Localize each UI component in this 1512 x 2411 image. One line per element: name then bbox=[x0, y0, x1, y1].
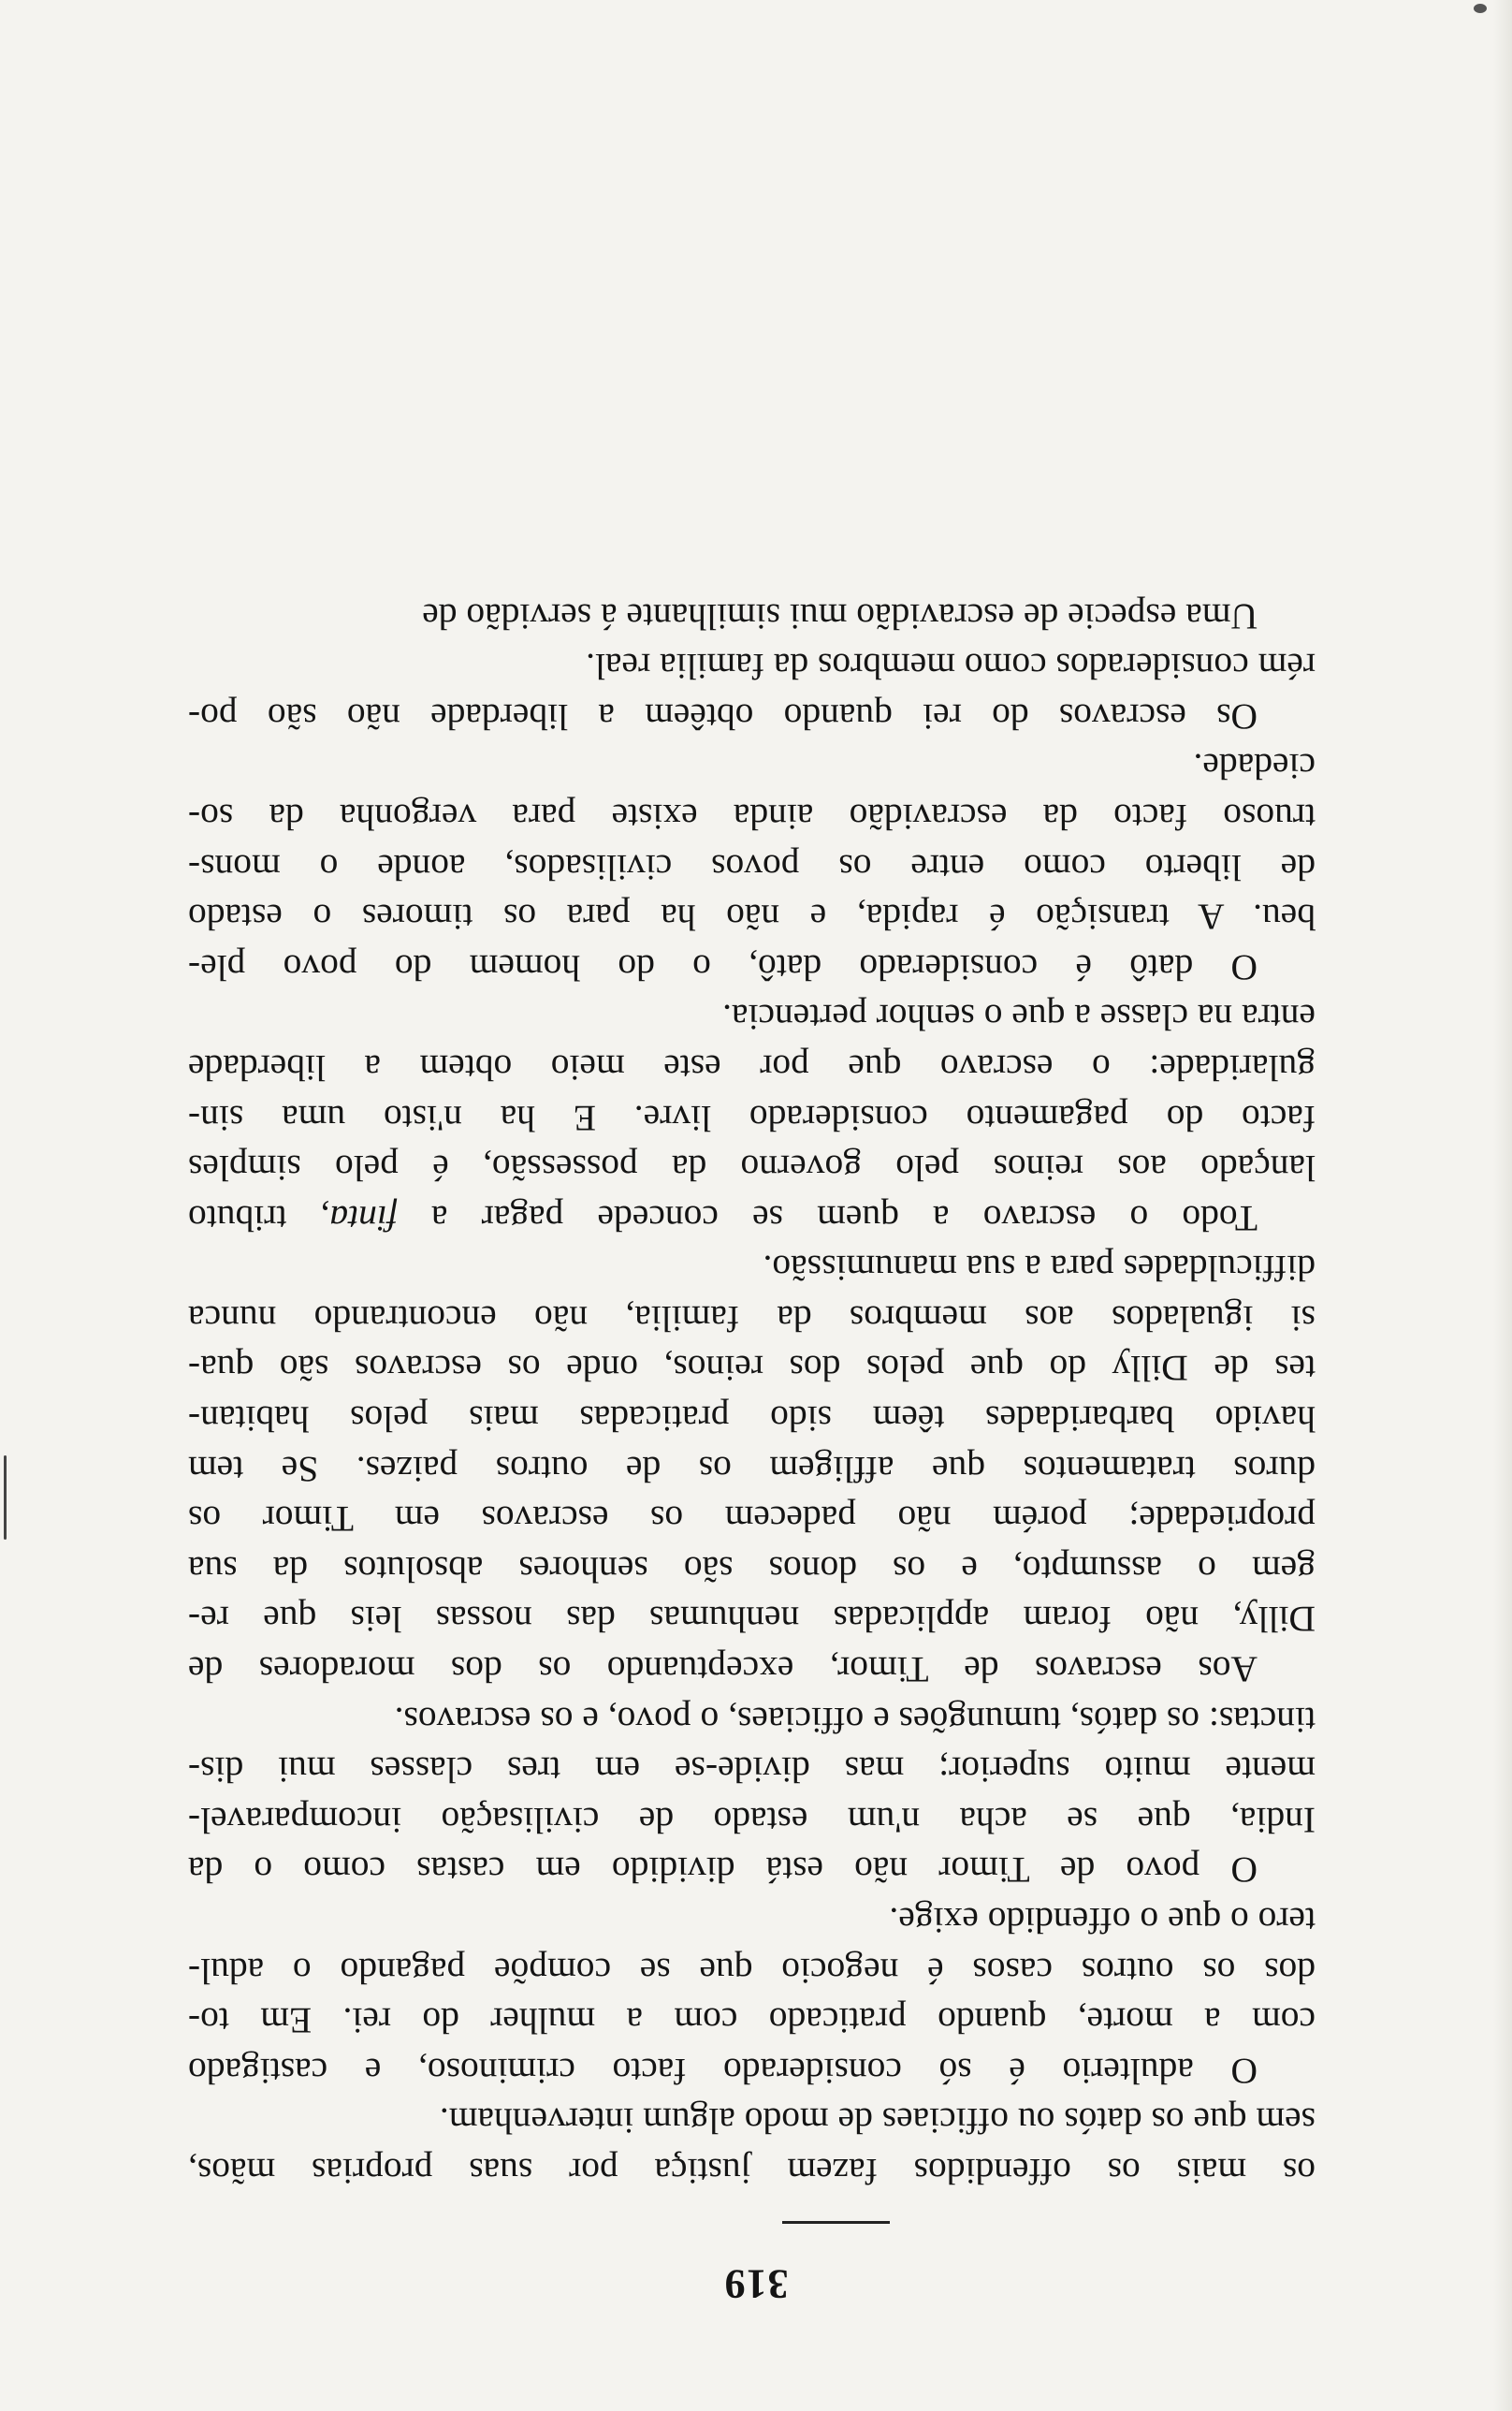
text-line: de liberto como entre os povos civilisados, aonde o mons- bbox=[188, 846, 1316, 888]
text-line: rém considerados como membros da familia real. bbox=[586, 646, 1316, 688]
text-line: O adulterio é só considerado facto criminoso, e castigado bbox=[188, 2050, 1258, 2092]
body-text bbox=[188, 591, 1316, 2196]
text-line: O datô é considerado datô, o do homem do povo ple- bbox=[188, 946, 1258, 988]
text-line: tes de Dilly do que pelos dos reinos, onde os escravos são qua- bbox=[188, 1348, 1316, 1390]
text-line: beu. A transição é rapida, e não ha para os timores o estado bbox=[188, 897, 1316, 939]
text-line: Dilly, não foram applicadas nenhumas das nossas leis que re- bbox=[188, 1599, 1316, 1641]
paragraph-p4 bbox=[188, 1243, 1316, 1694]
paragraph-p7 bbox=[188, 641, 1316, 741]
text-line: gem o assumpto, e os donos são senhores absolutos da sua bbox=[188, 1548, 1316, 1590]
text-line: ciedade. bbox=[1193, 746, 1316, 788]
text-line: Uma especie de escravidão mui similhante á servidão de bbox=[422, 595, 1258, 637]
scan-speck bbox=[1474, 4, 1487, 13]
text-line: Os escravos do rei quando obtêem a liberdade não são po- bbox=[188, 695, 1258, 738]
text-line: havido barbaridades têem sido praticadas mais pelos habitan- bbox=[188, 1398, 1316, 1440]
text-line: lançado aos reinos pelo governo da possessão, é pelo simples bbox=[188, 1147, 1316, 1190]
text-line: entra na classe a que o senhor pertencia. bbox=[722, 997, 1316, 1039]
text-line: gularidade: o escravo que por este meio obtem a liberdade bbox=[188, 1046, 1316, 1089]
paragraph-p8 bbox=[188, 591, 1316, 641]
text-line: Aos escravos de Timor, exceptuando os dos moradores de bbox=[188, 1649, 1258, 1691]
paragraph-p1 bbox=[188, 2096, 1316, 2196]
text-line: India, que se acha n'um estado de civilisação incomparavel- bbox=[188, 1799, 1316, 1841]
text-line: sem que os datós ou officiaes de modo algum intervenham. bbox=[439, 2100, 1316, 2142]
text-line: truoso facto da escravidão ainda existe para vergonha da so- bbox=[188, 796, 1316, 838]
text-line: dos os outros casos é negocio que se compõe pagando o adul- bbox=[188, 1950, 1316, 1992]
scan-speck bbox=[4, 1455, 7, 1540]
italic-word: finta bbox=[329, 1197, 398, 1239]
paragraph-p3 bbox=[188, 1694, 1316, 1894]
text-line: com a morte, quando praticado com a mulher do rei. Em to- bbox=[188, 2000, 1316, 2042]
folio-rule bbox=[782, 2221, 890, 2224]
text-line: tero o que o offendido exige. bbox=[889, 1900, 1316, 1942]
paragraph-p6 bbox=[188, 741, 1316, 992]
text-line: O povo de Timor não está dividido em castas como o da bbox=[188, 1849, 1258, 1892]
text-line: difficuldades para a sua manumissão. bbox=[763, 1248, 1316, 1290]
text-line: os mais os offendidos fazem justiça por suas proprias mãos, bbox=[188, 2151, 1316, 2192]
text-line: facto do pagamento considerado livre. E ha n'isto uma sin- bbox=[188, 1097, 1316, 1139]
page-number: 319 bbox=[723, 2261, 789, 2307]
text-line: propriedade; porém não padecem os escravos em Timor os bbox=[188, 1498, 1316, 1541]
text-line: mente muito superior; mas divide-se em tres classes mui dis- bbox=[188, 1749, 1316, 1791]
paragraph-p2 bbox=[188, 1894, 1316, 2095]
text-line: tinctas: os datós, tumungões e officiaes, o povo, e os escravos. bbox=[394, 1699, 1316, 1741]
text-line: duros tratamentos que affligem os de outros paizes. Se tem bbox=[188, 1448, 1316, 1490]
text-line: Todo o escravo a quem se concede pagar a finta, tributo bbox=[187, 1197, 1258, 1239]
scan-edge bbox=[1493, 0, 1512, 2411]
text-line: si igualados aos membros da familia, não encontrando nunca bbox=[188, 1297, 1316, 1339]
paragraph-p5 bbox=[188, 992, 1316, 1243]
